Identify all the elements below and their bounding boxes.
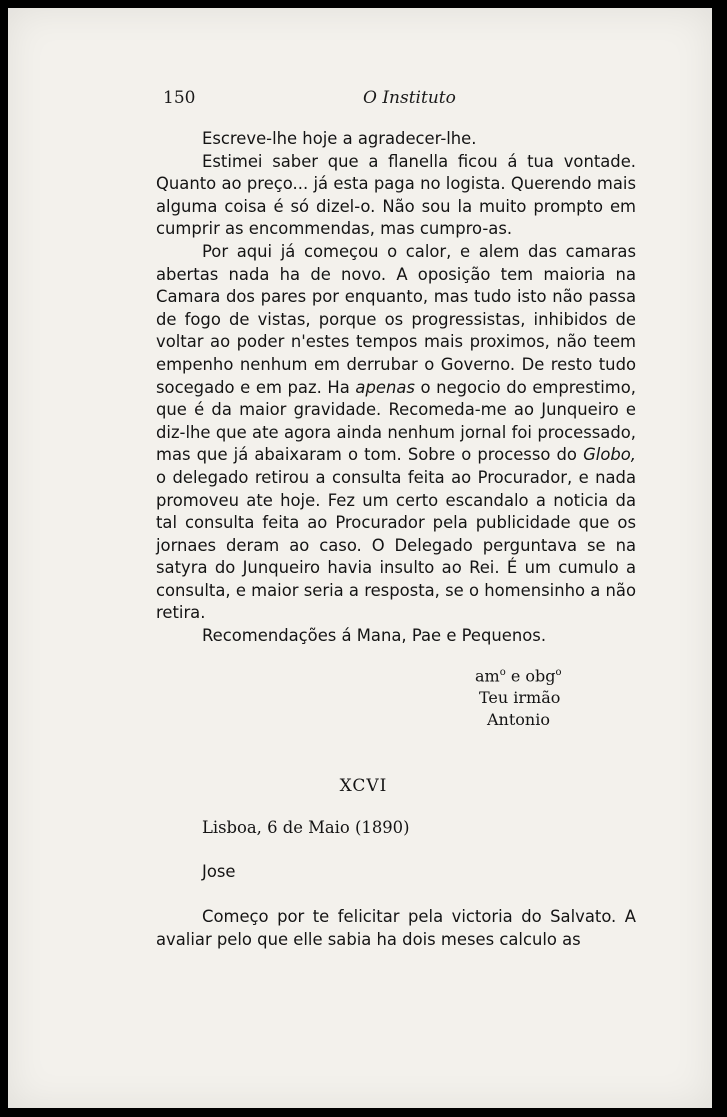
signature-block <box>465 662 562 731</box>
page-number: 150 <box>163 88 196 108</box>
letter-body <box>156 128 636 648</box>
paragraph-4: Recomendações á Mana, Pae e Pequenos. <box>202 626 547 646</box>
running-title: O Instituto <box>363 88 456 108</box>
emphasis-apenas: apenas <box>355 377 415 397</box>
closing-paragraph <box>156 906 636 951</box>
closing-obg: e obg <box>505 666 556 686</box>
closing-am: am <box>475 666 500 686</box>
paragraph-1: Escreve-lhe hoje a agradecer-lhe. <box>202 129 477 148</box>
signature-closing <box>465 662 562 687</box>
emphasis-globo: Globo, <box>583 445 636 465</box>
signature-relation: Teu irmão <box>479 688 561 708</box>
dateline: Lisboa, 6 de Maio (1890) <box>202 818 410 837</box>
closing-sup-1: o <box>499 667 506 678</box>
paragraph-3-middle: o negocio do emprestimo, que é da maior gravidade. Recomeda-me ao Junqueiro e diz-lhe que ate agora ainda nenhum jornal foi processado, mas que já abaixaram o tom. Sobre o processo do <box>156 377 636 465</box>
paragraph-2: Estimei saber que a flanella ficou á tua vontade. Quanto ao preço... já esta paga no logista. Querendo mais alguma coisa é só dizel-o. Não sou la muito prompto em cumprir as encommendas, mas cumpro-as. <box>156 151 636 239</box>
closing-sup-2: o <box>555 667 562 678</box>
letter-number: XCVI <box>339 776 388 796</box>
paragraph-3-before: Por aqui já começou o calor, e alem das camaras abertas nada ha de novo. A oposição tem maioria na Camara dos pares por enquanto, mas tudo isto não passa de fogo de vistas, porque os progressistas, inhibidos de voltar ao poder n'estes tempos mais proximos, não teem empenho nenhum em derrubar o Governo. De resto tudo socegado e em paz. Ha <box>156 241 636 397</box>
paragraph-3 <box>156 241 636 625</box>
paragraph-3-after: o delegado retirou a consulta feita ao Procurador, e nada promoveu ate hoje. Fez um certo escandalo a noticia da tal consulta feita ao Procurador pela publicidade que os jornaes deram ao caso. O Delegado perguntava se na satyra do Junqueiro havia insulto ao Rei. É um cumulo a consulta, e maior seria a resposta, se o homensinho a não retira. <box>156 467 636 623</box>
paragraph-next-letter: Começo por te felicitar pela victoria do Salvato. A avaliar pelo que elle sabia ha dois meses calculo as <box>156 907 636 949</box>
salutation: Jose <box>202 862 236 881</box>
signature-name: Antonio <box>487 710 550 730</box>
